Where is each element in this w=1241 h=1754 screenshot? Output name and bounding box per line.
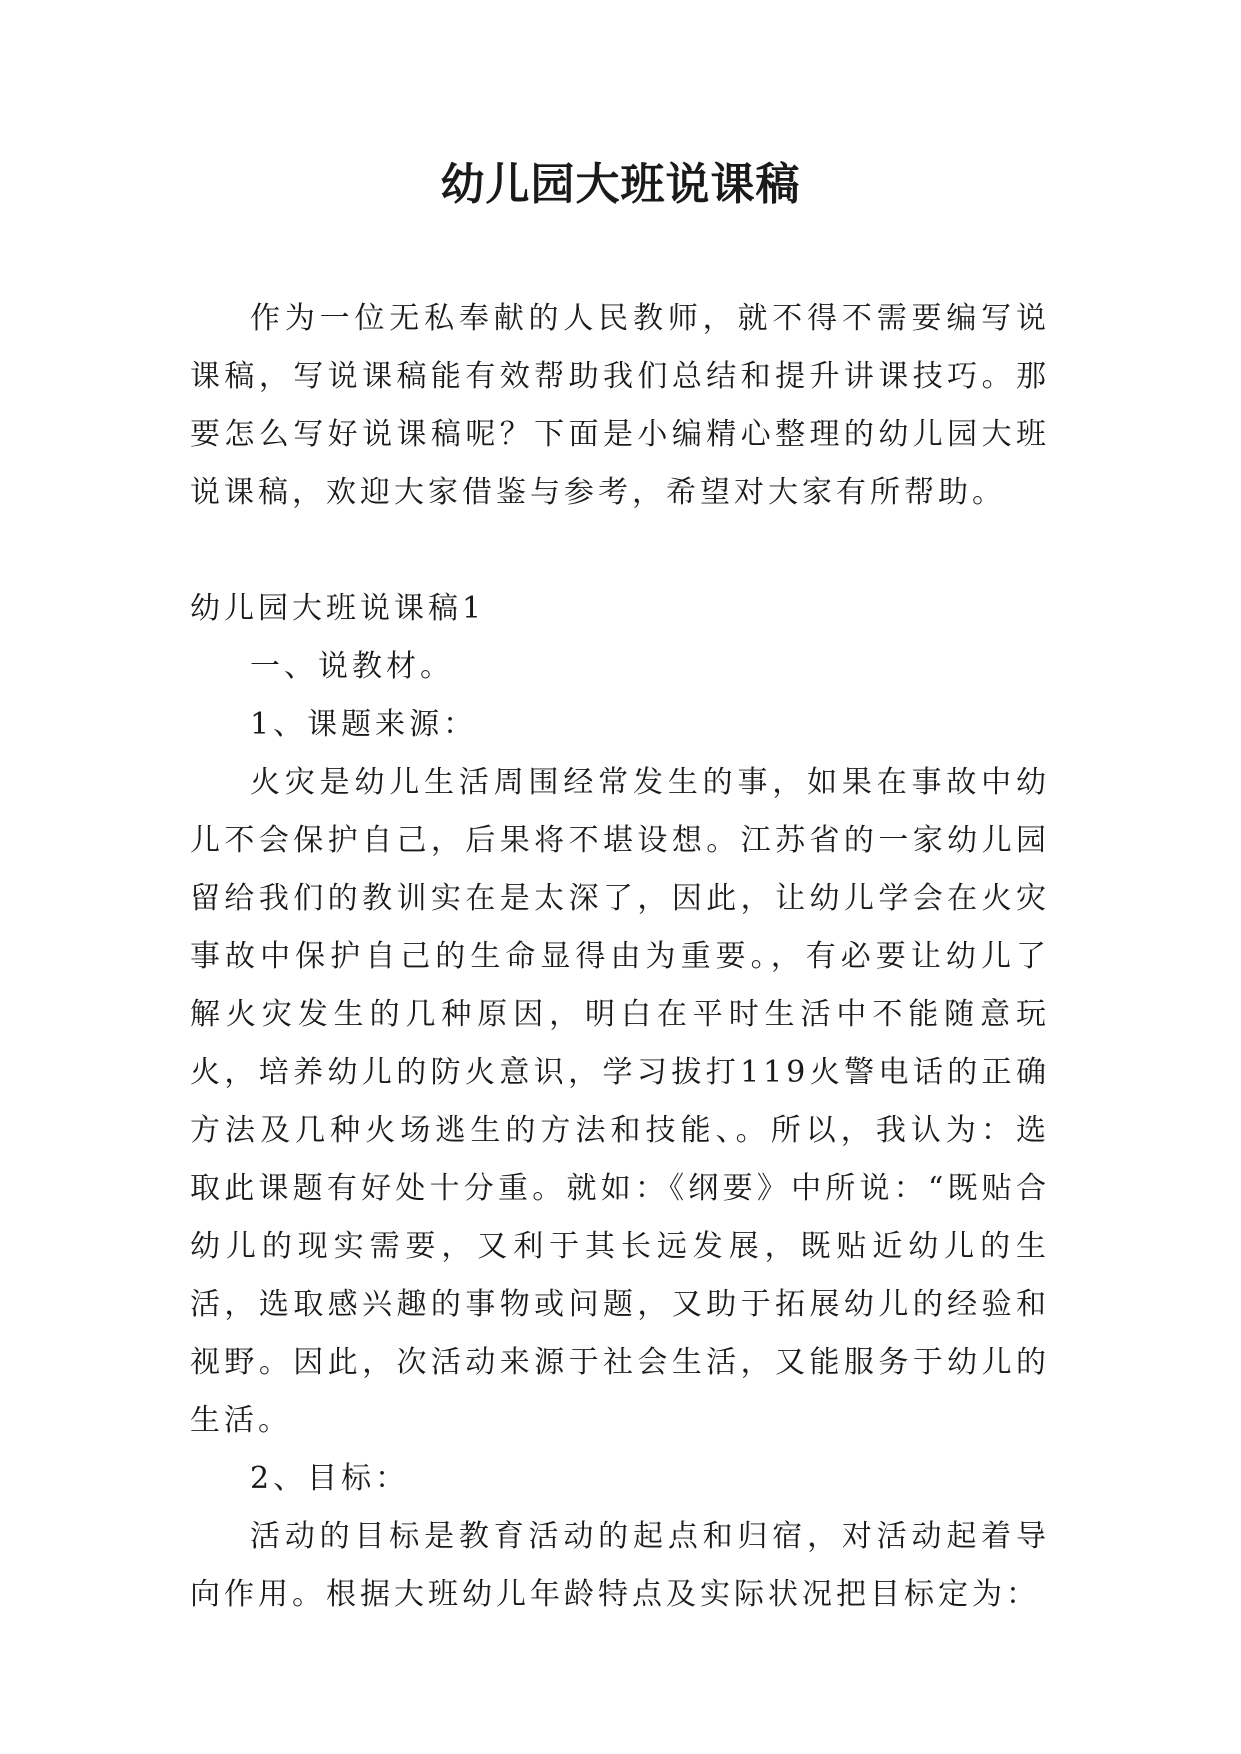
document-body — [190, 290, 1050, 1624]
section-title: 幼儿园大班说课稿1 — [190, 591, 486, 626]
paragraph-gap — [190, 522, 1050, 580]
page-title: 幼儿园大班说课稿 — [440, 159, 801, 210]
item-heading-goals: 2、目标： — [250, 1461, 410, 1496]
goals-paragraph: 活动的目标是教育活动的起点和归宿，对活动起着导向作用。根据大班幼儿年龄特点及实际状况把目标定为： — [190, 1519, 1050, 1612]
source-paragraph: 火灾是幼儿生活周围经常发生的事，如果在事故中幼儿不会保护自己，后果将不堪设想。江苏省的一家幼儿园留给我们的教训实在是太深了，因此，让幼儿学会在火灾事故中保护自己的生命显得由为重要。，有必要让幼儿了解火灾发生的几种原因，明白在平时生活中不能随意玩火，培养幼儿的防火意识，学习拔打119火警电话的正确方法及几种火场逃生的方法和技能、。所以，我认为：选取此课题有好处十分重。就如：《纲要》中所说：“既贴合幼儿的现实需要，又利于其长远发展，既贴近幼儿的生活，选取感兴趣的事物或问题，又助于拓展幼儿的经验和视野。因此，次活动来源于社会生活，又能服务于幼儿的生活。 — [190, 765, 1050, 1438]
part-heading: 一、说教材。 — [250, 649, 454, 684]
item-heading-source: 1、课题来源： — [250, 707, 478, 742]
intro-paragraph: 作为一位无私奉献的人民教师，就不得不需要编写说课稿，写说课稿能有效帮助我们总结和提升讲课技巧。那要怎么写好说课稿呢？下面是小编精心整理的幼儿园大班说课稿，欢迎大家借鉴与参考，希望对大家有所帮助。 — [190, 301, 1050, 510]
